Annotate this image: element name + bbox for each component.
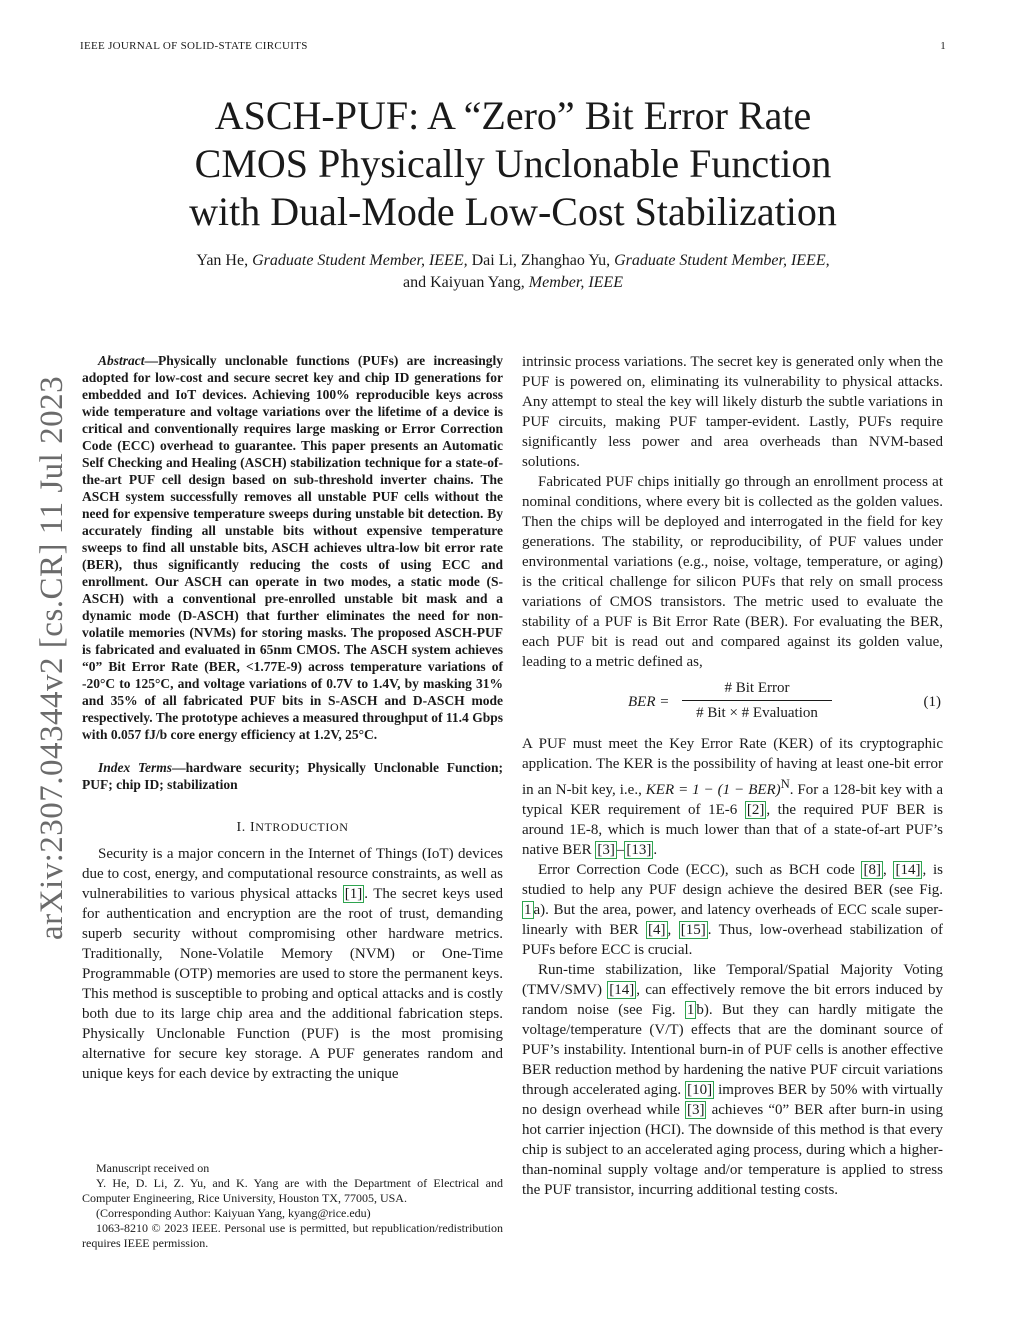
ker-exponent: N — [780, 777, 790, 791]
abstract-text: —Physically unclonable functions (PUFs) are increasingly adopted for low-cost and secure secret key and chip ID generations for embedded and IoT devices. Achieving 100% reproducible keys across wide temperature and voltage variations over the lifetime of a device is critical and conventionally requires large masking or Error Correction Code (ECC) overhead to guarantee. This paper presents an Automatic Self Checking and Healing (ASCH) stabilization technique for a state-of-the-art PUF cell design based on sub-threshold inverter chains. The ASCH system successfully removes all unstable PUF cells without the need for expensive temperature sweeps during unstable bit detection. By accurately finding all unstable bits without expensive temperature sweeps to find all unstable bits, ASCH achieves ultra-low bit error rate (BER), thus significantly reducing the costs of using ECC and enrollment. Our ASCH can operate in two modes, a static mode (S-ASCH) with a conventional pre-enrolled unstable bit mask and a dynamic mode (D-ASCH) that further eliminates the need for non-volatile memories (NVMs) for storing masks. The proposed ASCH-PUF is fabricated and evaluated in 65nm CMOS. The ASCH system achieves “0” Bit Error Rate (BER, <1.77E-9) across temperature variations of -20°C to 125°C, and voltage variations of 0.7V to 1.4V, by masking 31% and 35% of all fabricated PUF bits in S-ASCH and D-ASCH mode respectively. The prototype achieves a measured throughput of 11.4 Gbps with 0.057 fJ/b core energy efficiency at 1.2V, 25°C. — [82, 353, 503, 742]
section-number: I. I — [236, 820, 256, 835]
abstract — [82, 352, 503, 743]
author-role: Graduate Student Member, IEEE, — [252, 252, 468, 269]
citation-link[interactable]: [14] — [609, 982, 635, 998]
paper-title — [80, 92, 946, 236]
arxiv-stamp: arXiv:2307.04344v2 [cs.CR] 11 Jul 2023 — [34, 375, 70, 940]
title-line-2: CMOS Physically Unclonable Function — [194, 141, 832, 186]
title-line-3: with Dual-Mode Low-Cost Stabilization — [189, 189, 837, 234]
section-title: NTRODUCTION — [255, 820, 349, 834]
body-paragraph: intrinsic process variations. The secret key is generated only when the PUF is powered on, eliminating its vulnerability to physical attacks. Any attempt to steal the key will likely disturb the subtle variations in PUF circuits, making PUF tamper-evident. Lastly, PUFs require significantly less power and area overheads than NVM-based solutions. — [522, 354, 943, 470]
footnote: 1063-8210 © 2023 IEEE. Personal use is permitted, but republication/redistribution requires IEEE permission. — [82, 1221, 503, 1250]
author-role: Member, IEEE — [528, 274, 623, 291]
journal-name: IEEE JOURNAL OF SOLID-STATE CIRCUITS — [80, 40, 308, 52]
ker-formula: KER = 1 − (1 − BER) — [645, 782, 781, 798]
citation-link[interactable]: [10] — [687, 1082, 713, 1098]
footnotes — [82, 1161, 503, 1251]
footnote: Manuscript received on — [96, 1161, 210, 1175]
body-paragraph: Run-time stabilization, like Temporal/Spatial Majority Voting (TMV/SMV) [14] , can effectively remove the bit errors induced by random noise (see Fig. 1 b). But they can hardly mitigate the voltage/temperature (V/T) effects that are the dominant source of PUF’s instability. Intentional burn-in of PUF cells is another effective BER reduction method by hardening the native PUF circuit variations through accelerated aging. [10] improves BER by 50% with virtually no design overhead while [3] achieves “0” BER after burn-in using hot carrier injection (HCI). The downside of this method is that every chip is subject to an accelerated aging process, during which a higher-than-nominal supply voltage and/or temperature is applied to stress the PUF transistor, incurring additional testing costs. — [522, 962, 944, 1198]
intro-paragraph: Security is a major concern in the Internet of Things (IoT) devices due to cost, energy, and computational resource constraints, as well as vulnerabilities to various physical attacks [1] . The secret keys used for authentication and encryption are the root of trust, demanding superb security without compromising other hardware metrics. Traditionally, None-Volatile Memory (NVM) or One-Time Programmable (OTP) memories are used to store the permanent keys. This method is susceptible to probing and optical attacks and is costly both due to its large chip area and the additional fabrication steps. Physically Unclonable Function (PUF) is the most promising alternative for secure key storage. A PUF generates random and unique keys for each device by extracting the unique — [82, 846, 503, 1082]
body-paragraph: Error Correction Code (ECC), such as BCH code [8] , [14] , is studied to help any PUF design achieve the desired BER (see Fig. 1 a). But the area, power, and latency overheads of ECC scale super-linearly with BER [4] , [15] . Thus, low-overhead stabilization of PUFs before ECC is crucial. — [522, 862, 943, 958]
author-name: Yan He, — [196, 252, 249, 269]
equation-denominator: # Bit × # Evaluation — [696, 705, 818, 721]
figure-link[interactable]: 1 — [524, 902, 532, 918]
body-paragraph: Fabricated PUF chips initially go through an enrollment process at nominal conditions, where every bit is collected as the golden values. Then the chips will be deployed and interrogated in the field for key generations. The stability, or reproducibility, of PUF values under environmental variations (e.g., noise, voltage, temperature, or aging) is the critical challenge for silicon PUFs that rely on small process variations of CMOS transistors. The metric used to evaluate the stability of a PUF is Bit Error Rate (BER). For evaluating the BER, each PUF bit is read out and compared against its golden value, leading to a metric defined as, — [522, 474, 943, 670]
equation-numerator: # Bit Error — [682, 678, 832, 701]
equation-number: (1) — [923, 694, 941, 710]
index-terms — [82, 759, 503, 793]
citation-link[interactable]: [1] — [344, 886, 363, 902]
citation-link[interactable]: [3] — [686, 1102, 705, 1118]
citation-link[interactable]: [13] — [626, 842, 652, 858]
page-number: 1 — [940, 40, 946, 52]
author-role: Graduate Student Member, IEEE, — [614, 252, 830, 269]
citation-link[interactable]: [2] — [746, 802, 765, 818]
citation-link[interactable]: [3] — [597, 842, 615, 858]
section-heading — [82, 817, 503, 838]
body-paragraph: A PUF must meet the Key Error Rate (KER) of its cryptographic application. The KER is the possibility of having at least one-bit error in an N-bit key, i.e., KER = 1 − (1 − BER)$^N$. For a 128-bit key with a typical KER requirement of 1E-6 [2] , the required PUF BER is around 1E-8, which is much lower than that of a state-of-art PUF’s native BER [3] – [13] . — [522, 736, 944, 858]
citation-link[interactable]: [15] — [680, 922, 706, 938]
citation-link[interactable]: [4] — [648, 922, 666, 938]
index-terms-label: Index Terms — [98, 760, 173, 775]
author-list — [80, 250, 946, 294]
title-line-1: ASCH-PUF: A “Zero” Bit Error Rate — [214, 93, 812, 138]
title-block — [80, 92, 946, 294]
citation-link[interactable]: [14] — [895, 862, 921, 878]
left-column — [82, 352, 503, 1084]
equation-ber — [522, 678, 943, 728]
running-header — [80, 40, 946, 52]
footnote: Y. He, D. Li, Z. Yu, and K. Yang are with the Department of Electrical and Computer Engineering, Rice University, Houston TX, 77005, USA. — [82, 1176, 503, 1205]
abstract-label: Abstract — [98, 353, 145, 368]
author-name: Dai Li, Zhanghao Yu, — [471, 252, 611, 269]
right-column — [522, 352, 943, 1200]
citation-link[interactable]: [8] — [863, 862, 881, 878]
equation-lhs: BER = — [628, 694, 670, 710]
footnote: (Corresponding Author: Kaiyuan Yang, kyang@rice.edu) — [96, 1206, 371, 1220]
author-name: and Kaiyuan Yang, — [403, 274, 525, 291]
figure-link[interactable]: 1 — [686, 1002, 695, 1018]
index-terms-text: —hardware security; Physically Unclonable Function; PUF; chip ID; stabilization — [82, 760, 503, 792]
equation-fraction — [682, 678, 832, 723]
